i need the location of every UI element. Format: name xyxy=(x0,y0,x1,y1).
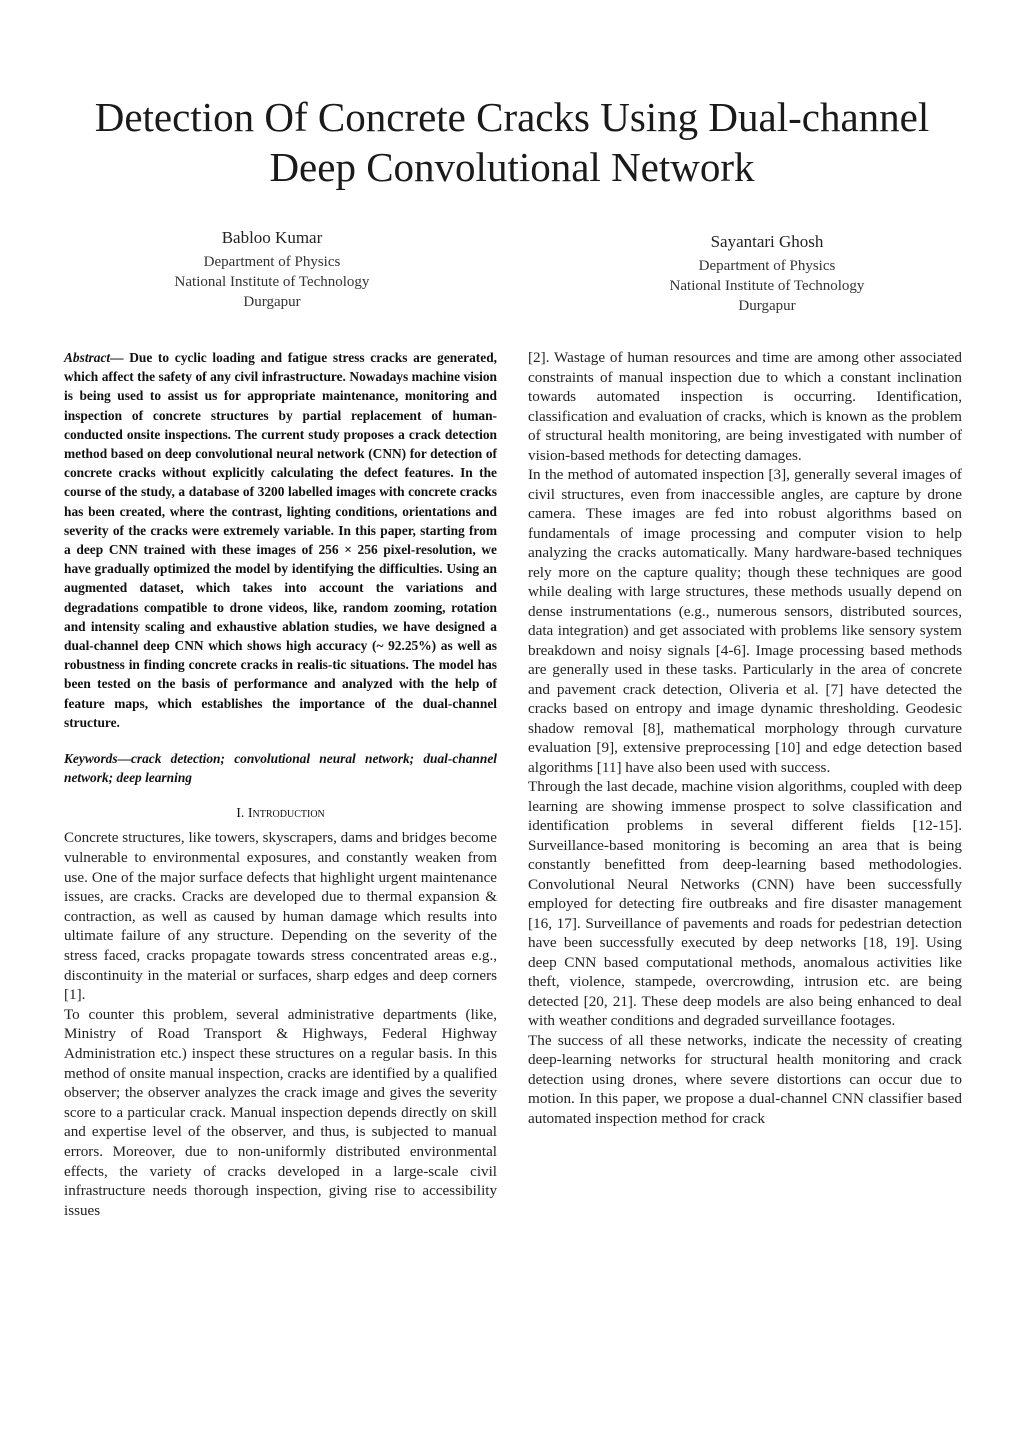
author-city: Durgapur xyxy=(243,294,301,310)
paragraph: The success of all these networks, indicate the necessity of creating deep-learning networks for structural health monitoring and crack detection using drones, where severe distortions can occur due to motion. In this paper, we propose a dual-channel CNN classifier based automated inspection method for crack xyxy=(528,1031,962,1127)
author-institute: National Institute of Technology xyxy=(174,274,370,290)
paper-title xyxy=(0,92,1024,192)
paragraph: Concrete structures, like towers, skyscrapers, dams and bridges become vulnerable to environmental exposures, and constantly weaken from use. One of the major surface defects that highlight urgent maintenance issues, are cracks. Cracks are developed due to thermal expansion & contraction, as well as caused by human damage which results into ultimate failure of any structure. Depending on the severity of the stress faced, cracks propagate towards stress concentrated areas e.g., discontinuity in the material or surfaces, sharp edges and deep corners [1]. xyxy=(64,830,497,1004)
author-name: Babloo Kumar xyxy=(221,228,323,247)
paragraph: [2]. Wastage of human resources and time are among other associated constraints of manual inspection due to which a constant inclination towards automated inspection is occurring. Identification, classification and evaluation of cracks, which is known as the problem of structural health monitoring, are being investigated with number of vision-based methods for detecting damages. xyxy=(528,349,962,464)
author-name: Sayantari Ghosh xyxy=(710,232,824,251)
abstract-label: Abstract xyxy=(64,350,111,365)
author-department: Department of Physics xyxy=(203,254,341,270)
section-title: Introduction xyxy=(247,806,325,822)
abstract-dash: — xyxy=(110,350,124,365)
keywords: Keywords—crack detection; convolutional neural network; dual-channel network; deep learning xyxy=(64,751,497,786)
author-city: Durgapur xyxy=(738,298,796,314)
section-number: I. xyxy=(236,806,245,822)
abstract-text: Due to cyclic loading and fatigue stress cracks are generated, which affect the safety of any civil infrastructure. Nowadays machine vision is being used to assist us for appropriate maintenance, monitoring and inspection of concrete structures by partial replacement of human-conducted onsite inspections. The current study proposes a crack detection method based on deep convolutional neural network (CNN) for detection of concrete cracks without explicitly calculating the defect features. In the course of the study, a database of 3200 labelled images with concrete cracks has been created, where the contrast, lighting conditions, orientations and severity of the cracks were extremely variable. In this paper, starting from a deep CNN trained with these images of 256 × 256 pixel-resolution, we have gradually optimized the model by identifying the difficulties. Using an augmented dataset, which takes into account the variations and degradations compatible to drone videos, like, random zooming, rotation and intensity scaling and exhaustive ablation studies, we have designed a dual-channel deep CNN which shows high accuracy (~ 92.25%) as well as robustness in finding concrete cracks in realis-tic situations. The model has been tested on the basis of performance and analyzed with the help of feature maps, which establishes the importance of the dual-channel structure. xyxy=(64,350,497,730)
author-block-2 xyxy=(617,230,917,316)
author-department: Department of Physics xyxy=(698,258,836,274)
section-heading xyxy=(64,805,497,823)
abstract xyxy=(64,348,497,732)
title-line-2: Deep Convolutional Network xyxy=(269,144,755,190)
left-column xyxy=(64,348,497,1221)
right-column xyxy=(528,348,962,1128)
author-block-1 xyxy=(122,226,422,312)
paragraph: To counter this problem, several administrative departments (like, Ministry of Road Transport & Highways, Federal Highway Administration etc.) inspect these structures on a regular basis. In this method of onsite manual inspection, cracks are identified by a qualified observer; the observer analyzes the crack image and gives the severity score to a particular crack. Manual inspection depends directly on skill and expertise level of the observer, and thus, is subjected to manual errors. Moreover, due to non-uniformly distributed environmental effects, the variety of cracks developed in a large-scale civil infrastructure needs thorough inspection, giving rise to accessibility issues xyxy=(64,1006,497,1219)
paragraph: In the method of automated inspection [3], generally several images of civil structures, even from inaccessible angles, are capture by drone camera. These images are fed into robust algorithms based on fundamentals of image processing and computer vision to help analyzing the cracks automatically. Many hardware-based techniques rely more on the capture quality; though these techniques are good while dealing with large structures, these methods usually depend on dense instrumentations (e.g., numerous sensors, distributed sources, data integration) and get associated with problems like sensory system breakdown and noisy signals [4-6]. Image processing based methods are generally used in these tasks. Particularly in the area of concrete and pavement crack detection, Oliveria et al. [7] have detected the cracks based on entropy and image dynamic thresholding. Geodesic shadow removal [8], mathematical morphology through curvature evaluation [9], extensive preprocessing [10] and edge detection based algorithms [11] have also been used with success. xyxy=(528,466,962,776)
title-line-1: Detection Of Concrete Cracks Using Dual-channel xyxy=(94,94,930,140)
paragraph: Through the last decade, machine vision algorithms, coupled with deep learning are showing immense prospect to solve classification and identification problems in several different fields [12-15]. Surveillance-based monitoring is becoming an area that is being constantly benefitted from deep-learning based methodologies. Convolutional Neural Networks (CNN) have been successfully employed for detecting fire outbreaks and fire disaster management [16, 17]. Surveillance of pavements and roads for pedestrian detection have been successfully executed by deep networks [18, 19]. Using deep CNN based computational methods, anomalous activities like theft, violence, stampede, overcrowding, intrusion etc. are being detected [20, 21]. These deep models are also being enhanced to deal with weather conditions and degraded surveillance footages. xyxy=(528,778,962,1029)
author-institute: National Institute of Technology xyxy=(669,278,865,294)
